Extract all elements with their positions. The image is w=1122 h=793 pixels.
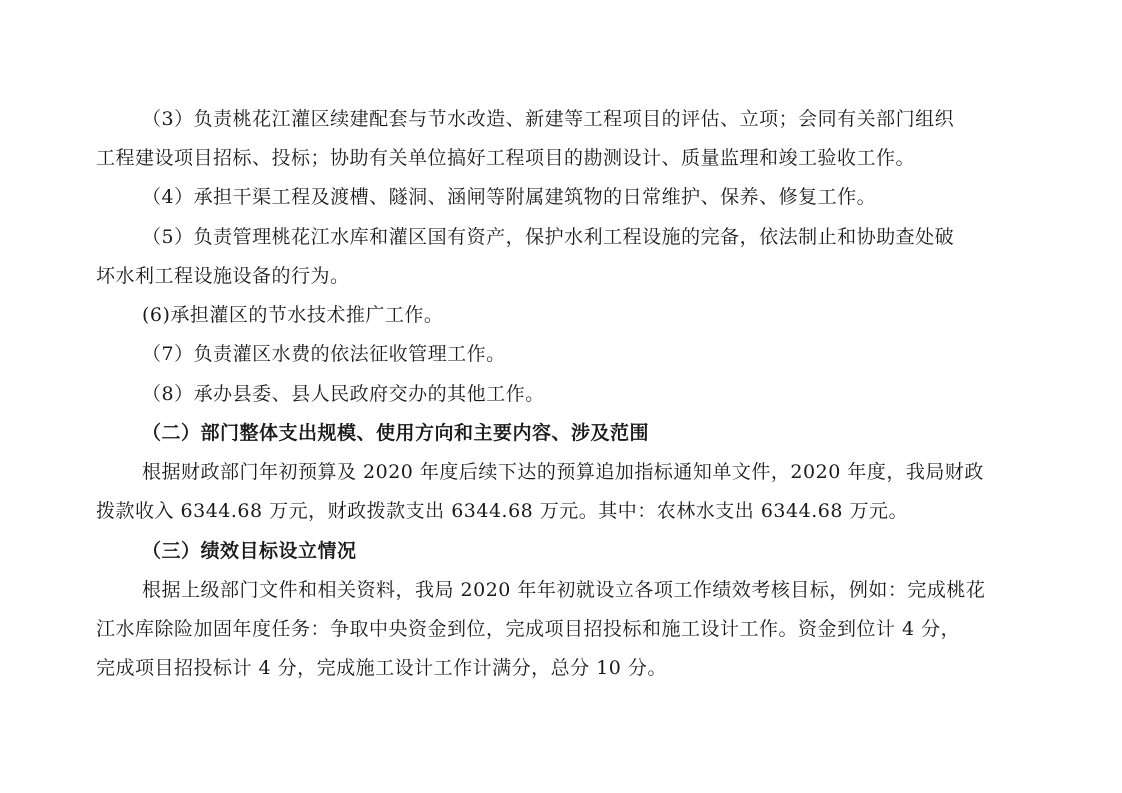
paragraph-targets-line-3: 完成项目招投标计 4 分，完成施工设计工作计满分，总分 10 分。 — [96, 657, 667, 679]
paragraph-targets-line-1: 根据上级部门文件和相关资料，我局 2020 年年初就设立各项工作绩效考核目标，例如：完成桃花 — [142, 579, 986, 601]
paragraph-item-3-line-1: （3）负责桃花江灌区续建配套与节水改造、新建等工程项目的评估、立项；会同有关部门组织 — [142, 108, 955, 130]
paragraph-targets-line-2: 江水库除险加固年度任务：争取中央资金到位，完成项目招投标和施工设计工作。资金到位计 4 分， — [96, 618, 961, 640]
paragraph-item-3-line-2: 工程建设项目招标、投标；协助有关单位搞好工程项目的勘测设计、质量监理和竣工验收工作。 — [96, 147, 916, 169]
paragraph-item-4: （4）承担干渠工程及渡槽、隧洞、涵闸等附属建筑物的日常维护、保养、修复工作。 — [142, 186, 877, 208]
paragraph-item-6: (6)承担灌区的节水技术推广工作。 — [142, 304, 444, 326]
section-heading-2: （二）部门整体支出规模、使用方向和主要内容、涉及范围 — [142, 422, 650, 444]
paragraph-item-5-line-2: 坏水利工程设施设备的行为。 — [96, 265, 350, 287]
paragraph-item-7: （7）负责灌区水费的依法征收管理工作。 — [142, 343, 506, 365]
paragraph-item-5-line-1: （5）负责管理桃花江水库和灌区国有资产，保护水利工程设施的完备，依法制止和协助查处破 — [142, 226, 955, 248]
paragraph-budget-line-2: 拨款收入 6344.68 万元，财政拨款支出 6344.68 万元。其中：农林水支出 6344.68 万元。 — [96, 500, 908, 522]
section-heading-3: （三）绩效目标设立情况 — [142, 540, 357, 562]
paragraph-budget-line-1: 根据财政部门年初预算及 2020 年度后续下达的预算追加指标通知单文件，2020 年度，我局财政 — [142, 461, 984, 483]
paragraph-item-8: （8）承办县委、县人民政府交办的其他工作。 — [142, 383, 545, 405]
